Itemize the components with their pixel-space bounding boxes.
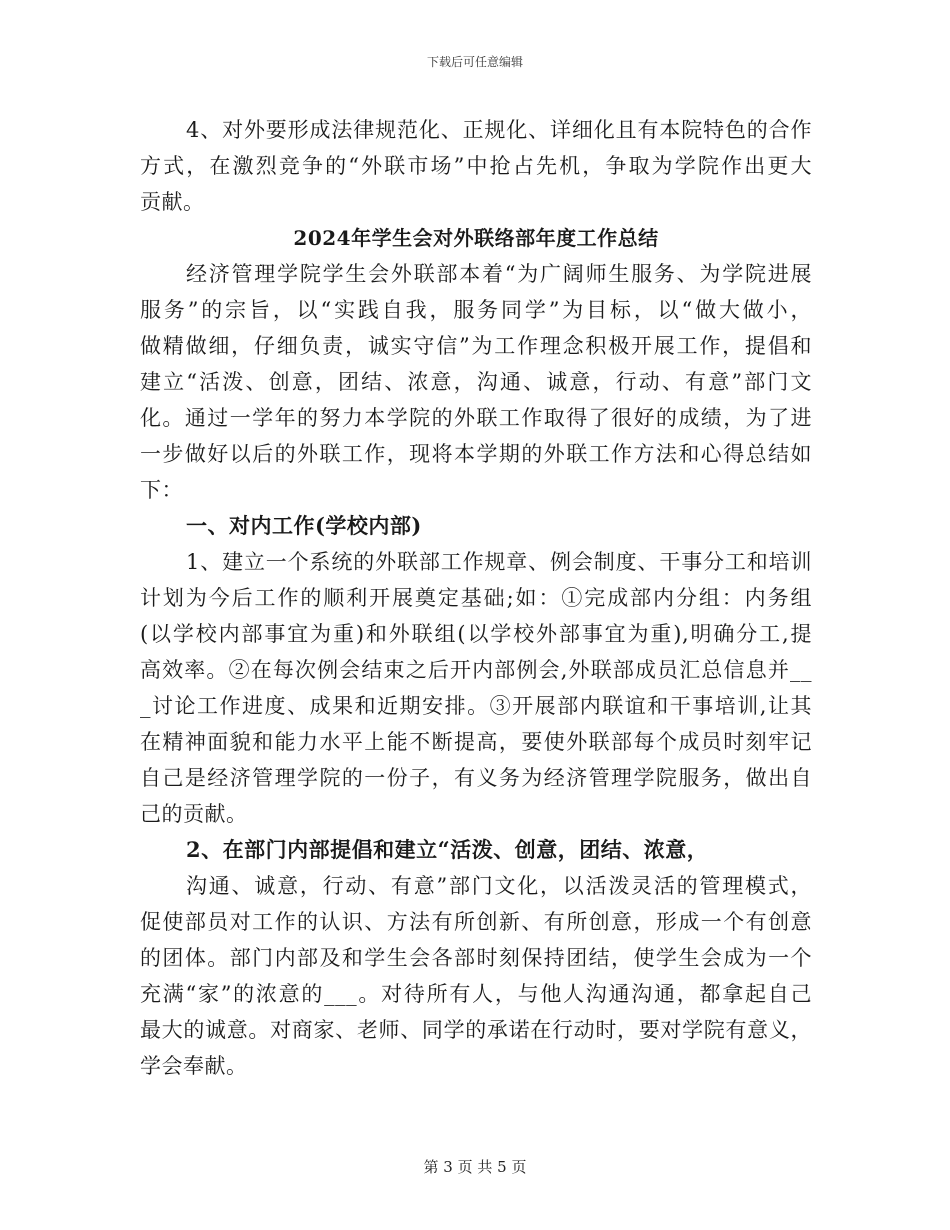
section-heading: 2、在部门内部提倡和建立“活泼、创意，团结、浓意，: [186, 837, 709, 862]
paragraph-line: 学会奉献。: [140, 1054, 248, 1078]
paragraph-line: 高效率。②在每次例会结束之后开内部例会,外联部成员汇总信息并__: [140, 658, 812, 682]
paragraph-line: 的团体。部门内部及和学生会各部时刻保持团结，使学生会成为一个: [140, 946, 812, 970]
paragraph-line: 促使部员对工作的认识、方法有所创新、有所创意，形成一个有创意: [140, 910, 812, 934]
paragraph-line: 己的贡献。: [140, 802, 248, 826]
paragraph-line: 经济管理学院学生会外联部本着“为广阔师生服务、为学院进展: [186, 262, 812, 286]
document-title: 2024年学生会对外联络部年度工作总结: [293, 226, 659, 250]
paragraph-line: 沟通、诚意，行动、有意”部门文化，以活泼灵活的管理模式，: [186, 874, 812, 898]
paragraph-line: 1、建立一个系统的外联部工作规章、例会制度、干事分工和培训: [186, 550, 812, 574]
paragraph-line: 在精神面貌和能力水平上能不断提高，要使外联部每个成员时刻牢记: [140, 730, 812, 754]
paragraph-line: 自己是经济管理学院的一份子，有义务为经济管理学院服务，做出自: [140, 766, 812, 790]
paragraph-line: 充满“家”的浓意的___。对待所有人，与他人沟通沟通，都拿起自己: [140, 982, 812, 1006]
paragraph-line: 方式，在激烈竞争的“外联市场”中抢占先机，争取为学院作出更大: [140, 154, 812, 178]
page-header: 下载后可任意编辑: [426, 55, 523, 69]
paragraph-line: 最大的诚意。对商家、老师、同学的承诺在行动时，要对学院有意义，: [140, 1018, 812, 1042]
document-body: [140, 112, 812, 1084]
paragraph-line: 建立“活泼、创意，团结、浓意，沟通、诚意，行动、有意”部门文: [140, 370, 812, 394]
paragraph-line: 一步做好以后的外联工作，现将本学期的外联工作方法和心得总结如: [140, 442, 812, 466]
paragraph-line: _讨论工作进度、成果和近期安排。③开展部内联谊和干事培训,让其: [140, 694, 812, 718]
paragraph-line: 贡献。: [140, 190, 205, 214]
paragraph-line: 服务”的宗旨，以“实践自我，服务同学”为目标，以“做大做小，: [140, 298, 812, 322]
page-footer: 第 3 页 共 5 页: [423, 1158, 527, 1176]
section-heading: 一、对内工作(学校内部): [186, 513, 422, 538]
paragraph-line: (以学校内部事宜为重)和外联组(以学校外部事宜为重),明确分工,提: [140, 622, 812, 646]
paragraph-line: 计划为今后工作的顺利开展奠定基础;如：①完成部内分组：内务组: [140, 586, 812, 610]
paragraph-line: 化。通过一学年的努力本学院的外联工作取得了很好的成绩，为了进: [140, 406, 812, 430]
paragraph-line: 下：: [140, 478, 183, 502]
paragraph-line: 做精做细，仔细负责，诚实守信”为工作理念积极开展工作，提倡和: [140, 334, 812, 358]
paragraph-line: 4、对外要形成法律规范化、正规化、详细化且有本院特色的合作: [186, 118, 812, 142]
